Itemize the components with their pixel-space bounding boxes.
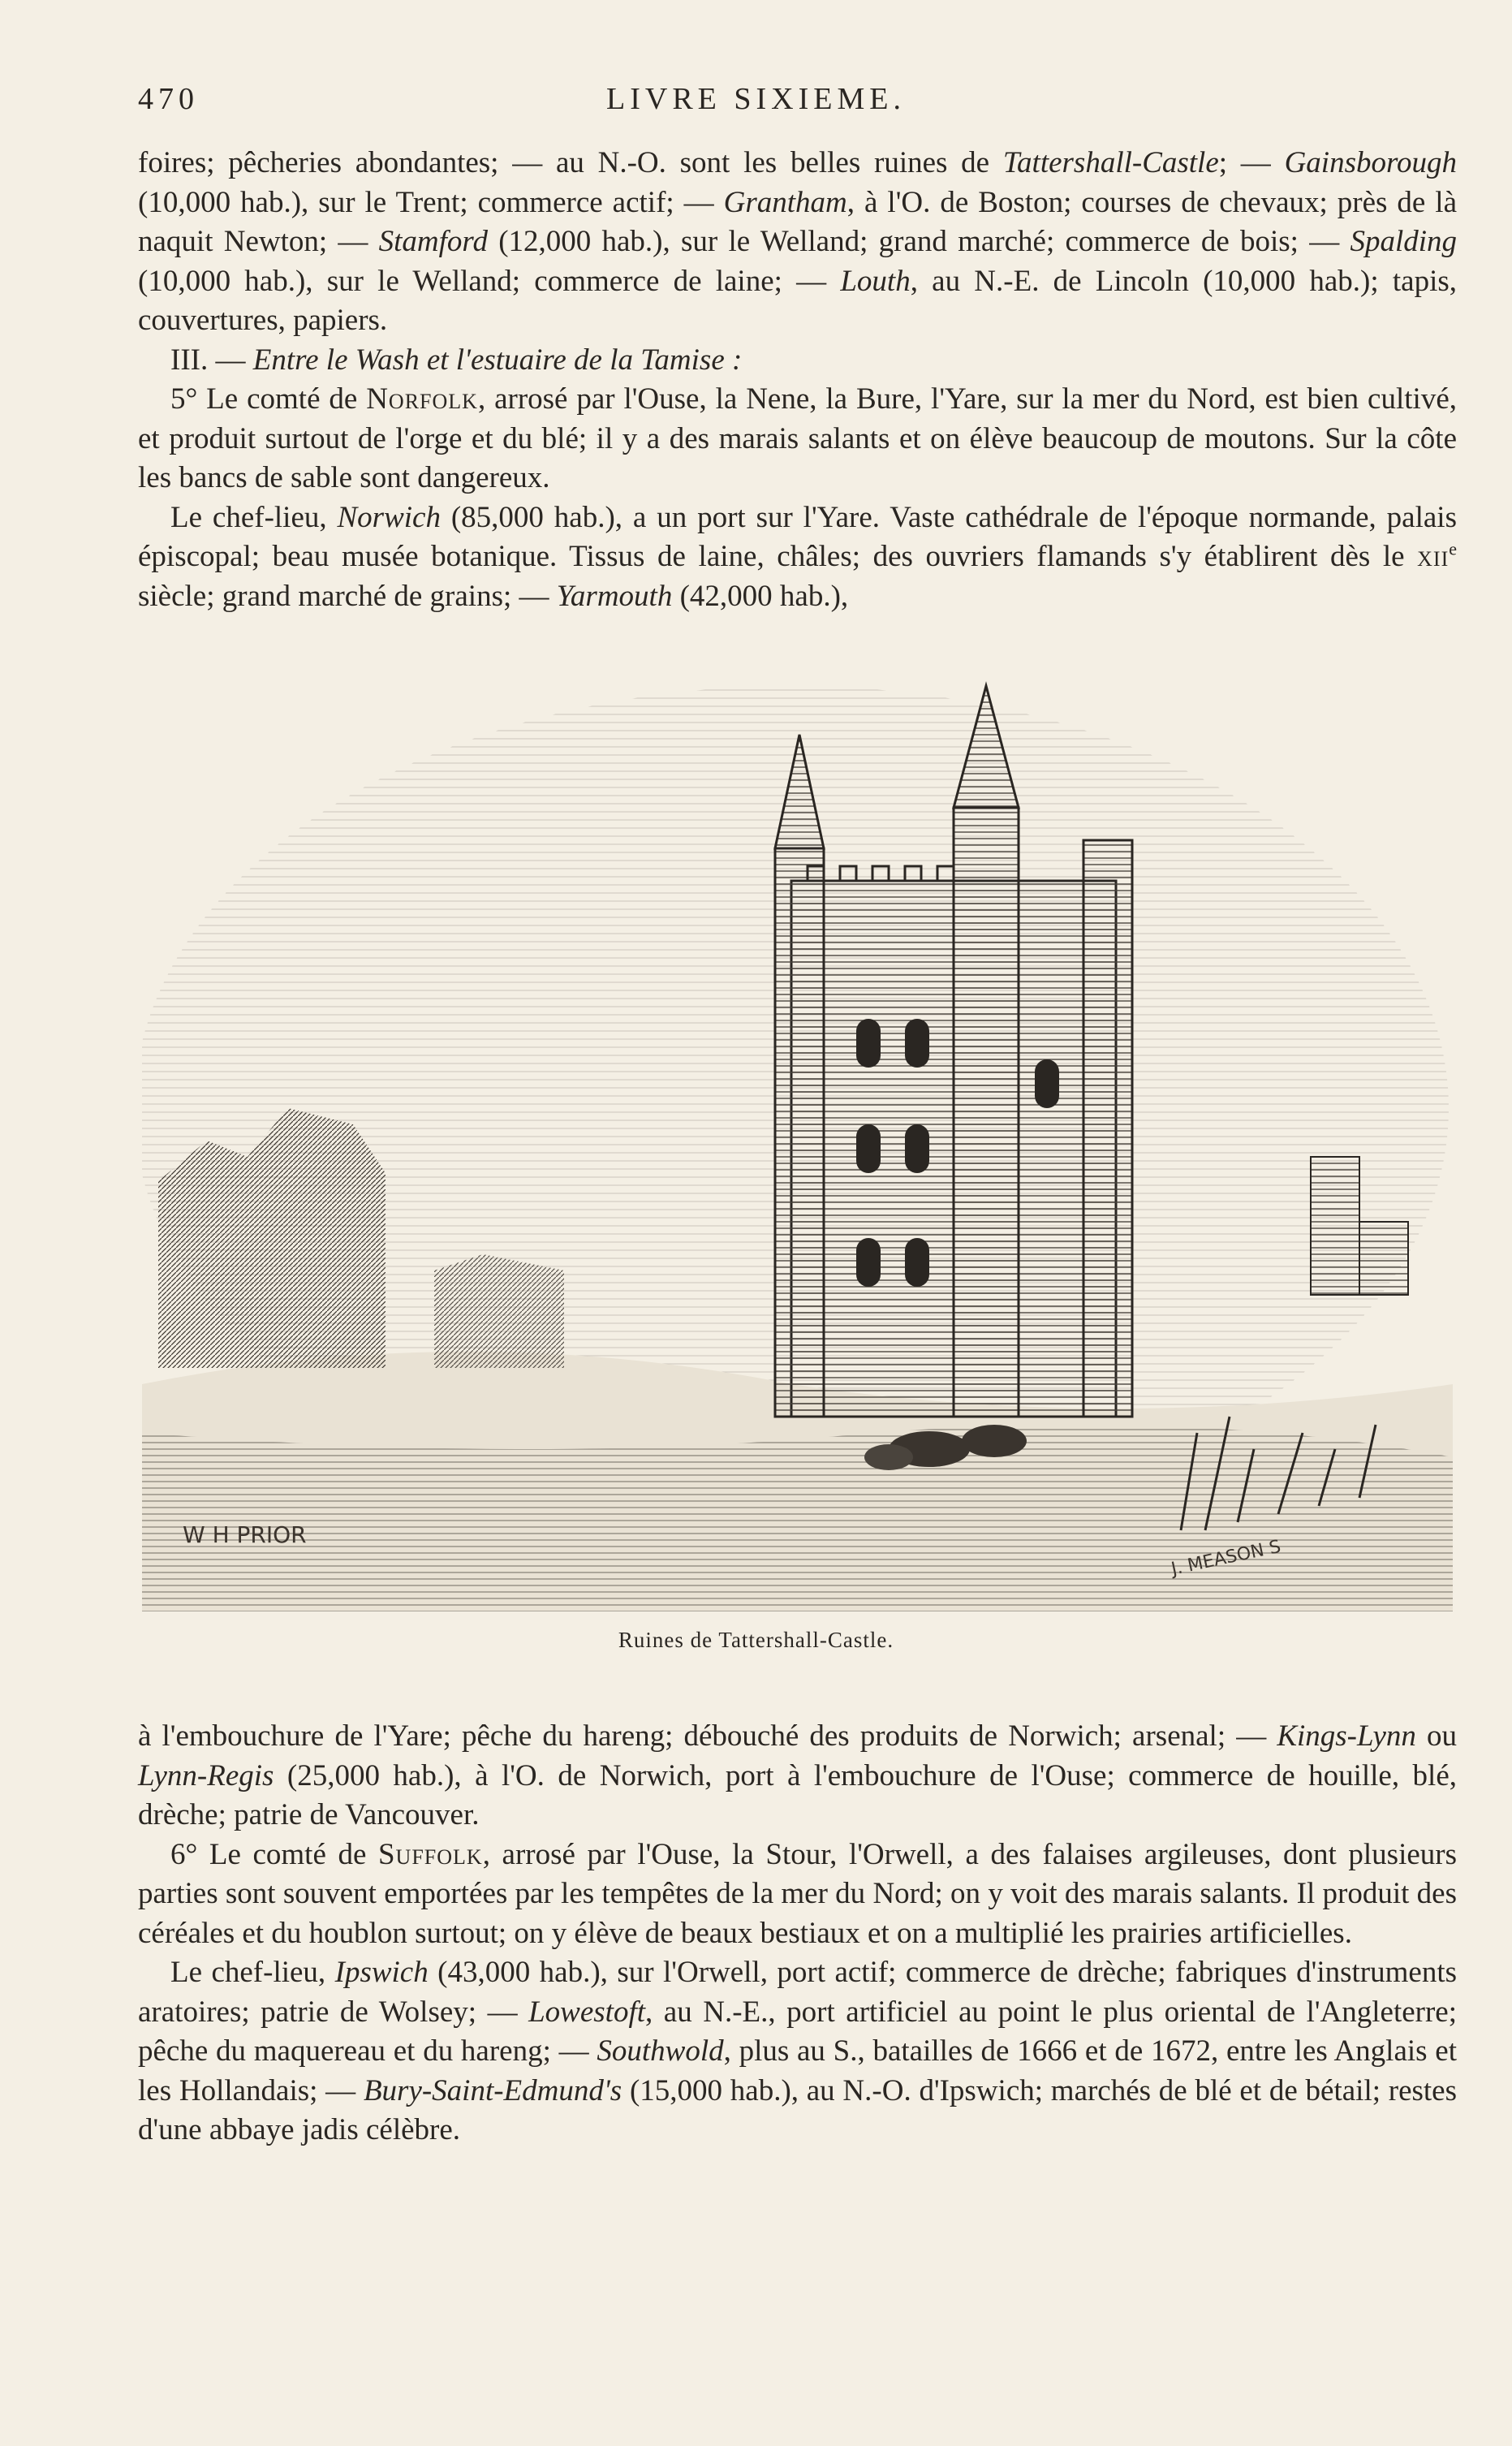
- text-block-upper: [138, 144, 1457, 616]
- engraving-tattershall-castle: [142, 654, 1453, 1611]
- paragraph-ipswich: Le chef-lieu, Ipswich (43,000 hab.), sur l'Orwell, port actif; commerce de drèche; fabriques d'instruments aratoires; patrie de Wolsey; — Lowestoft, au N.-E., port artificiel au point le plus oriental de l'Angleterre; pêche du maquereau et du hareng; — Southwold, plus au S., batailles de 1666 et de 1672, entre les Anglais et les Hollandais; — Bury-Saint-Edmund's (15,000 hab.), au N.-O. d'Ipswich; marchés de blé et de bétail; restes d'une abbaye jadis célèbre.: [138, 1956, 1458, 2146]
- engraver-signature-right: J. MEASON S: [1170, 1536, 1283, 1580]
- castle-illustration: [142, 654, 1453, 1611]
- page-number: 470: [138, 82, 199, 116]
- paragraph-norwich: Le chef-lieu, Norwich (85,000 hab.), a un port sur l'Yare. Vaste cathédrale de l'époque normande, palais épiscopal; beau musée botanique. Tissus de laine, châles; des ouvriers flamands s'y établirent dès le xii$^e$ siècle; grand marché de grains; — Yarmouth (42,000 hab.),: [138, 500, 1457, 613]
- figure-caption: Ruines de Tattershall-Castle.: [618, 1628, 894, 1652]
- paragraph-norfolk: 5° Le comté de Norfolk, arrosé par l'Ouse, la Nene, la Bure, l'Yare, sur la mer du Nord, est bien cultivé, et produit surtout de l'orge et du blé; il y a des marais salants et on élève beaucoup de moutons. Sur la côte les bancs de sable sont dangereux.: [138, 382, 1457, 494]
- text-block-lower: [138, 1717, 1457, 2150]
- paragraph-yarmouth-lynn: à l'embouchure de l'Yare; pêche du hareng; débouché des produits de Norwich; arsenal; — Kings-Lynn ou Lynn-Regis (25,000 hab.), à l'O. de Norwich, port à l'embouchure de l'Ouse; commerce de houille, blé, drèche; patrie de Vancouver.: [138, 1719, 1457, 1831]
- running-title: LIVRE SIXIEME.: [606, 82, 906, 116]
- page-header: [138, 81, 1374, 122]
- moat-water: [142, 1425, 1453, 1611]
- engraver-signature-left: W H PRIOR: [183, 1521, 307, 1548]
- hedge: [434, 1254, 564, 1368]
- section-heading: III. — Entre le Wash et l'estuaire de la Tamise :: [170, 343, 743, 377]
- paragraph-lincoln-towns: foires; pêcheries abondantes; — au N.-O. sont les belles ruines de Tattershall-Castle; — Gainsborough (10,000 hab.), sur le Trent; commerce actif; — Grantham, à l'O. de Boston; courses de chevaux; près de là naquit Newton; — Stamford (12,000 hab.), sur le Welland; grand marché; commerce de bois; — Spalding (10,000 hab.), sur le Welland; commerce de laine; — Louth, au N.-E. de Lincoln (10,000 hab.); tapis, couvertures, papiers.: [138, 146, 1458, 337]
- paragraph-suffolk: 6° Le comté de Suffolk, arrosé par l'Ouse, la Stour, l'Orwell, a des falaises argileuses, dont plusieurs parties sont souvent emportées par les tempêtes de la mer du Nord; on y voit des marais salants. Il produit des céréales et du houblon surtout; on y élève de beaux bestiaux et on a multiplié les prairies artificielles.: [138, 1837, 1457, 1950]
